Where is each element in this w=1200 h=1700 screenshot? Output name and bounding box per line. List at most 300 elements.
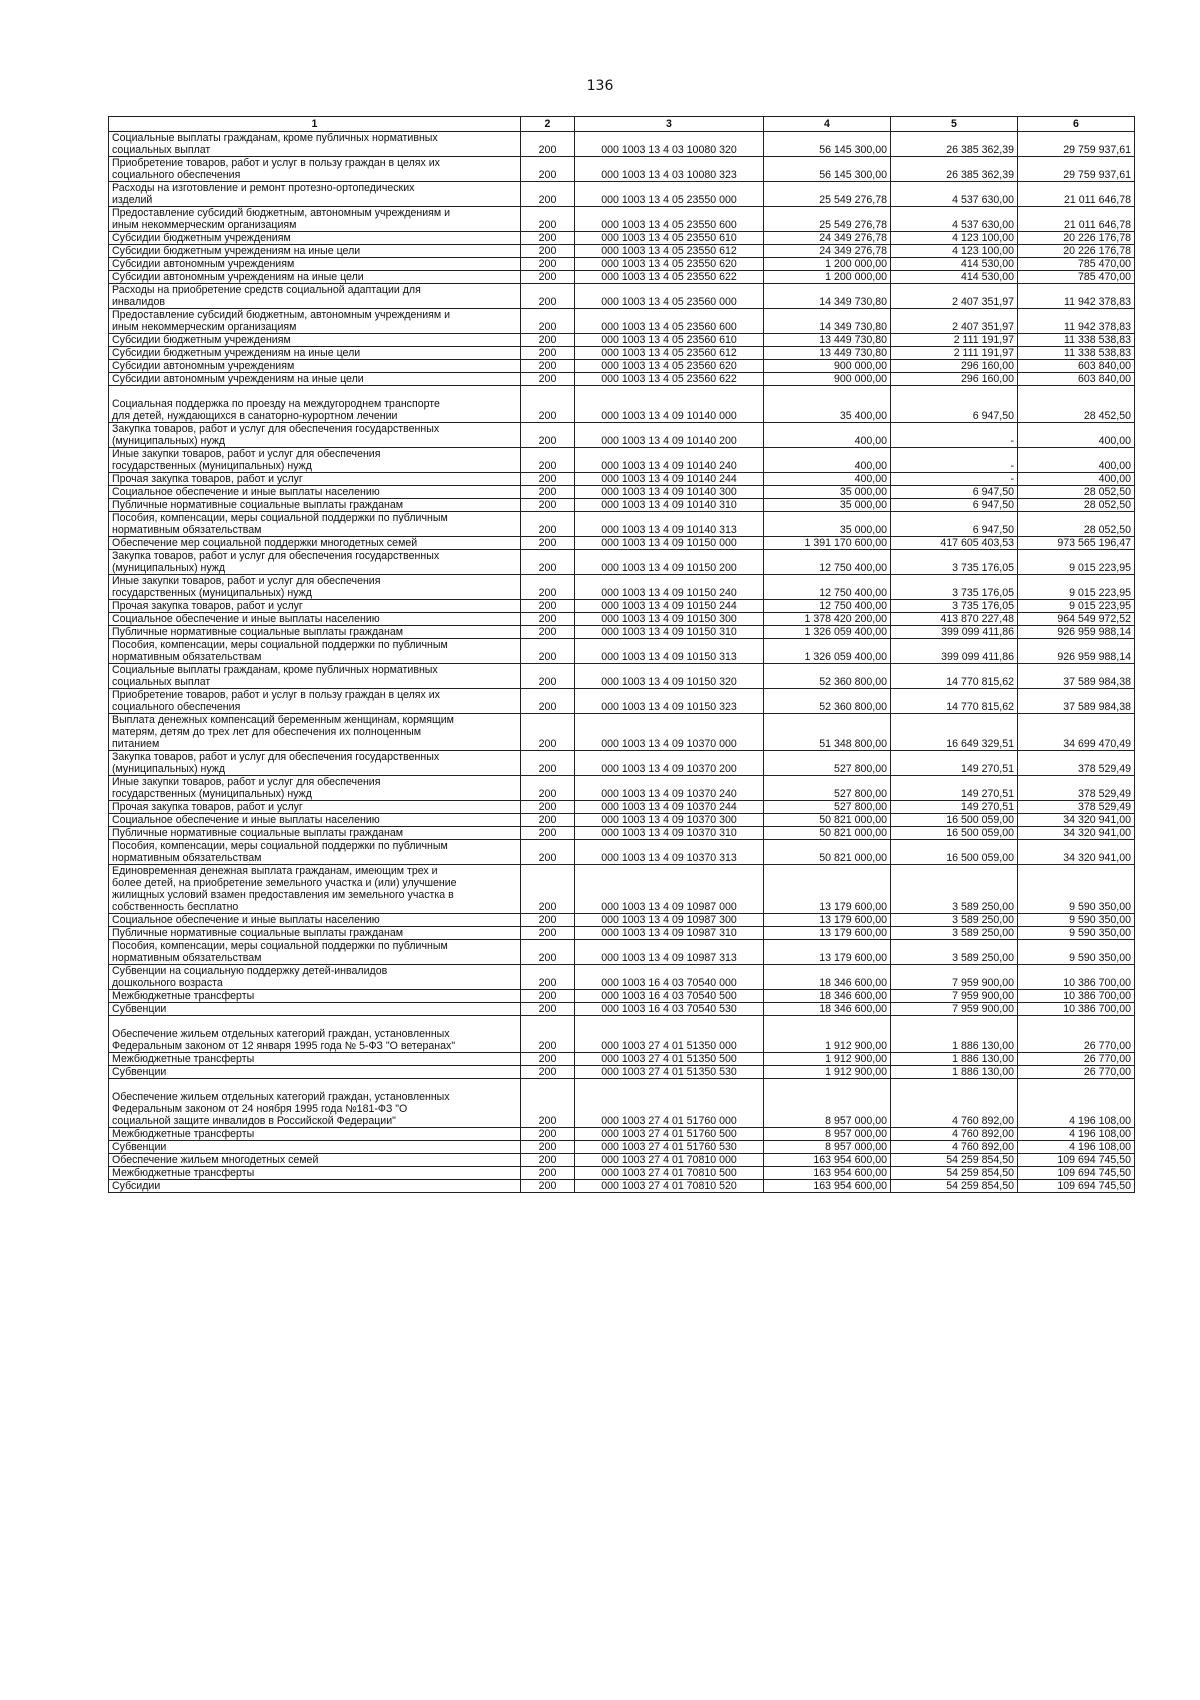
row-line-code: 200 — [521, 801, 575, 814]
row-unexecuted-amount: 9 015 223,95 — [1018, 600, 1135, 613]
row-name: Иные закупки товаров, работ и услуг для обеспечения государственных (муниципальных) нужд — [109, 776, 521, 801]
row-name: Расходы на изготовление и ремонт протезно-ортопедических изделий — [109, 182, 521, 207]
row-name: Субсидии автономным учреждениям на иные цели — [109, 373, 521, 386]
row-approved-amount: 900 000,00 — [764, 360, 891, 373]
table-row — [109, 232, 1135, 245]
row-budget-code: 000 1003 13 4 05 23560 622 — [575, 373, 764, 386]
row-executed-amount: 3 735 176,05 — [891, 600, 1018, 613]
row-budget-code: 000 1003 13 4 05 23550 620 — [575, 258, 764, 271]
row-name: Социальное обеспечение и иные выплаты населению — [109, 914, 521, 927]
table-row — [109, 373, 1135, 386]
row-executed-amount: 149 270,51 — [891, 801, 1018, 814]
row-approved-amount: 14 349 730,80 — [764, 309, 891, 334]
row-line-code: 200 — [521, 613, 575, 626]
row-unexecuted-amount: 11 338 538,83 — [1018, 347, 1135, 360]
row-executed-amount: 3 589 250,00 — [891, 927, 1018, 940]
row-approved-amount: 1 326 059 400,00 — [764, 639, 891, 664]
row-name: Предоставление субсидий бюджетным, автономным учреждениям и иным некоммерческим организациям — [109, 207, 521, 232]
row-line-code: 200 — [521, 990, 575, 1003]
row-name: Социальные выплаты гражданам, кроме публичных нормативных социальных выплат — [109, 664, 521, 689]
row-budget-code: 000 1003 13 4 05 23550 622 — [575, 271, 764, 284]
row-unexecuted-amount: 9 015 223,95 — [1018, 575, 1135, 600]
table-row — [109, 1003, 1135, 1016]
row-budget-code: 000 1003 13 4 05 23550 000 — [575, 182, 764, 207]
row-unexecuted-amount: 109 694 745,50 — [1018, 1167, 1135, 1180]
row-approved-amount: 35 000,00 — [764, 499, 891, 512]
row-name: Прочая закупка товаров, работ и услуг — [109, 801, 521, 814]
table-row — [109, 360, 1135, 373]
row-name: Социальное обеспечение и иные выплаты населению — [109, 814, 521, 827]
row-unexecuted-amount: 20 226 176,78 — [1018, 245, 1135, 258]
row-line-code: 200 — [521, 664, 575, 689]
row-line-code: 200 — [521, 1128, 575, 1141]
row-unexecuted-amount: 28 052,50 — [1018, 499, 1135, 512]
table-row — [109, 776, 1135, 801]
row-executed-amount: 149 270,51 — [891, 751, 1018, 776]
row-unexecuted-amount: 9 590 350,00 — [1018, 914, 1135, 927]
row-unexecuted-amount: 9 015 223,95 — [1018, 550, 1135, 575]
row-budget-code: 000 1003 13 4 09 10140 240 — [575, 448, 764, 473]
row-executed-amount: 6 947,50 — [891, 386, 1018, 423]
row-executed-amount: 399 099 411,86 — [891, 639, 1018, 664]
row-line-code: 200 — [521, 550, 575, 575]
row-unexecuted-amount: 926 959 988,14 — [1018, 626, 1135, 639]
row-unexecuted-amount: 926 959 988,14 — [1018, 639, 1135, 664]
row-name: Субвенции — [109, 1003, 521, 1016]
row-unexecuted-amount: 4 196 108,00 — [1018, 1141, 1135, 1154]
column-header-2: 2 — [521, 117, 575, 132]
table-row — [109, 814, 1135, 827]
row-name: Прочая закупка товаров, работ и услуг — [109, 600, 521, 613]
row-executed-amount: 4 760 892,00 — [891, 1128, 1018, 1141]
row-executed-amount: 54 259 854,50 — [891, 1180, 1018, 1193]
table-row — [109, 473, 1135, 486]
row-budget-code: 000 1003 13 4 05 23550 612 — [575, 245, 764, 258]
column-header-1: 1 — [109, 117, 521, 132]
row-budget-code: 000 1003 13 4 09 10140 310 — [575, 499, 764, 512]
row-executed-amount: 2 407 351,97 — [891, 309, 1018, 334]
row-name: Закупка товаров, работ и услуг для обеспечения государственных (муниципальных) нужд — [109, 550, 521, 575]
row-approved-amount: 14 349 730,80 — [764, 284, 891, 309]
row-executed-amount: - — [891, 423, 1018, 448]
row-budget-code: 000 1003 13 4 09 10987 300 — [575, 914, 764, 927]
table-row — [109, 927, 1135, 940]
row-line-code: 200 — [521, 334, 575, 347]
row-budget-code: 000 1003 27 4 01 51350 530 — [575, 1066, 764, 1079]
row-name: Обеспечение жильем отдельных категорий граждан, установленных Федеральным законом от 12 января 1995 года № 5-ФЗ "О ветеранах" — [109, 1016, 521, 1053]
row-approved-amount: 35 000,00 — [764, 486, 891, 499]
row-name: Публичные нормативные социальные выплаты гражданам — [109, 499, 521, 512]
row-unexecuted-amount: 34 320 941,00 — [1018, 827, 1135, 840]
table-row — [109, 271, 1135, 284]
row-unexecuted-amount: 9 590 350,00 — [1018, 940, 1135, 965]
row-unexecuted-amount: 11 942 378,83 — [1018, 284, 1135, 309]
row-budget-code: 000 1003 13 4 03 10080 320 — [575, 132, 764, 157]
row-approved-amount: 52 360 800,00 — [764, 689, 891, 714]
row-executed-amount: 4 537 630,00 — [891, 207, 1018, 232]
row-line-code: 200 — [521, 914, 575, 927]
table-row — [109, 751, 1135, 776]
table-row — [109, 423, 1135, 448]
row-name: Закупка товаров, работ и услуг для обеспечения государственных (муниципальных) нужд — [109, 751, 521, 776]
row-name: Публичные нормативные социальные выплаты гражданам — [109, 827, 521, 840]
row-unexecuted-amount: 37 589 984,38 — [1018, 664, 1135, 689]
row-name: Субсидии автономным учреждениям — [109, 258, 521, 271]
row-name: Единовременная денежная выплата гражданам, имеющим трех и более детей, на приобретение земельного участка и (или) улучшение жилищных условий взамен предоставления им земельного участка в собственность бесплатно — [109, 865, 521, 914]
row-line-code: 200 — [521, 1141, 575, 1154]
row-line-code: 200 — [521, 271, 575, 284]
row-name: Обеспечение жильем многодетных семей — [109, 1154, 521, 1167]
row-budget-code: 000 1003 27 4 01 51350 000 — [575, 1016, 764, 1053]
row-executed-amount: 6 947,50 — [891, 486, 1018, 499]
table-header-row — [109, 117, 1135, 132]
column-header-3: 3 — [575, 117, 764, 132]
column-header-6: 6 — [1018, 117, 1135, 132]
row-budget-code: 000 1003 13 4 09 10150 320 — [575, 664, 764, 689]
row-name: Субсидии бюджетным учреждениям — [109, 232, 521, 245]
table-row — [109, 1141, 1135, 1154]
row-approved-amount: 13 179 600,00 — [764, 940, 891, 965]
row-budget-code: 000 1003 13 4 05 23560 612 — [575, 347, 764, 360]
row-line-code: 200 — [521, 965, 575, 990]
row-unexecuted-amount: 400,00 — [1018, 448, 1135, 473]
row-line-code: 200 — [521, 1066, 575, 1079]
row-name: Пособия, компенсации, меры социальной поддержки по публичным нормативным обязательствам — [109, 840, 521, 865]
row-executed-amount: 2 111 191,97 — [891, 347, 1018, 360]
row-unexecuted-amount: 26 770,00 — [1018, 1053, 1135, 1066]
row-approved-amount: 12 750 400,00 — [764, 600, 891, 613]
row-approved-amount: 163 954 600,00 — [764, 1167, 891, 1180]
row-unexecuted-amount: 400,00 — [1018, 423, 1135, 448]
row-unexecuted-amount: 28 052,50 — [1018, 486, 1135, 499]
row-name: Межбюджетные трансферты — [109, 1167, 521, 1180]
row-executed-amount: 414 530,00 — [891, 271, 1018, 284]
row-budget-code: 000 1003 27 4 01 51760 530 — [575, 1141, 764, 1154]
row-unexecuted-amount: 29 759 937,61 — [1018, 157, 1135, 182]
row-unexecuted-amount: 964 549 972,52 — [1018, 613, 1135, 626]
table-row — [109, 827, 1135, 840]
row-approved-amount: 527 800,00 — [764, 751, 891, 776]
row-line-code: 200 — [521, 512, 575, 537]
row-approved-amount: 1 378 420 200,00 — [764, 613, 891, 626]
row-unexecuted-amount: 9 590 350,00 — [1018, 865, 1135, 914]
row-approved-amount: 18 346 600,00 — [764, 965, 891, 990]
row-unexecuted-amount: 603 840,00 — [1018, 360, 1135, 373]
row-unexecuted-amount: 4 196 108,00 — [1018, 1128, 1135, 1141]
row-line-code: 200 — [521, 207, 575, 232]
row-executed-amount: 7 959 900,00 — [891, 990, 1018, 1003]
row-name: Межбюджетные трансферты — [109, 1128, 521, 1141]
row-approved-amount: 51 348 800,00 — [764, 714, 891, 751]
row-name: Пособия, компенсации, меры социальной поддержки по публичным нормативным обязательствам — [109, 512, 521, 537]
row-name: Субсидии автономным учреждениям на иные цели — [109, 271, 521, 284]
table-row — [109, 1053, 1135, 1066]
row-budget-code: 000 1003 13 4 09 10150 000 — [575, 537, 764, 550]
table-row — [109, 965, 1135, 990]
table-row — [109, 1066, 1135, 1079]
row-unexecuted-amount: 11 942 378,83 — [1018, 309, 1135, 334]
table-row — [109, 347, 1135, 360]
row-line-code: 200 — [521, 1154, 575, 1167]
row-line-code: 200 — [521, 423, 575, 448]
row-approved-amount: 1 200 000,00 — [764, 258, 891, 271]
row-budget-code: 000 1003 13 4 05 23560 610 — [575, 334, 764, 347]
row-name: Субсидии — [109, 1180, 521, 1193]
row-budget-code: 000 1003 13 4 05 23560 000 — [575, 284, 764, 309]
table-row — [109, 1016, 1135, 1053]
row-unexecuted-amount: 10 386 700,00 — [1018, 965, 1135, 990]
row-unexecuted-amount: 378 529,49 — [1018, 801, 1135, 814]
row-line-code: 200 — [521, 1003, 575, 1016]
row-executed-amount: 16 649 329,51 — [891, 714, 1018, 751]
row-executed-amount: 16 500 059,00 — [891, 840, 1018, 865]
table-row — [109, 1128, 1135, 1141]
row-approved-amount: 163 954 600,00 — [764, 1180, 891, 1193]
row-name: Обеспечение мер социальной поддержки многодетных семей — [109, 537, 521, 550]
row-executed-amount: 3 589 250,00 — [891, 914, 1018, 927]
table-row — [109, 334, 1135, 347]
row-approved-amount: 163 954 600,00 — [764, 1154, 891, 1167]
row-line-code: 200 — [521, 776, 575, 801]
row-name: Иные закупки товаров, работ и услуг для обеспечения государственных (муниципальных) нужд — [109, 575, 521, 600]
row-unexecuted-amount: 109 694 745,50 — [1018, 1180, 1135, 1193]
row-budget-code: 000 1003 13 4 09 10150 313 — [575, 639, 764, 664]
row-approved-amount: 12 750 400,00 — [764, 550, 891, 575]
row-executed-amount: 14 770 815,62 — [891, 664, 1018, 689]
row-budget-code: 000 1003 27 4 01 51350 500 — [575, 1053, 764, 1066]
table-row — [109, 550, 1135, 575]
row-line-code: 200 — [521, 1016, 575, 1053]
row-line-code: 200 — [521, 814, 575, 827]
row-line-code: 200 — [521, 182, 575, 207]
row-executed-amount: 417 605 403,53 — [891, 537, 1018, 550]
row-name: Социальные выплаты гражданам, кроме публичных нормативных социальных выплат — [109, 132, 521, 157]
row-executed-amount: 7 959 900,00 — [891, 1003, 1018, 1016]
row-executed-amount: 54 259 854,50 — [891, 1167, 1018, 1180]
row-budget-code: 000 1003 13 4 05 23550 610 — [575, 232, 764, 245]
row-approved-amount: 13 449 730,80 — [764, 347, 891, 360]
table-row — [109, 284, 1135, 309]
table-row — [109, 245, 1135, 258]
table-row — [109, 1180, 1135, 1193]
table-row — [109, 157, 1135, 182]
row-line-code: 200 — [521, 245, 575, 258]
row-unexecuted-amount: 34 320 941,00 — [1018, 840, 1135, 865]
row-line-code: 200 — [521, 473, 575, 486]
table-row — [109, 914, 1135, 927]
row-approved-amount: 400,00 — [764, 448, 891, 473]
row-name: Выплата денежных компенсаций беременным женщинам, кормящим матерям, детям до трех лет для обеспечения их полноценным питанием — [109, 714, 521, 751]
row-approved-amount: 1 912 900,00 — [764, 1053, 891, 1066]
row-unexecuted-amount: 400,00 — [1018, 473, 1135, 486]
table-row — [109, 448, 1135, 473]
row-budget-code: 000 1003 13 4 09 10140 313 — [575, 512, 764, 537]
row-executed-amount: 399 099 411,86 — [891, 626, 1018, 639]
row-line-code: 200 — [521, 865, 575, 914]
row-approved-amount: 8 957 000,00 — [764, 1079, 891, 1128]
row-name: Пособия, компенсации, меры социальной поддержки по публичным нормативным обязательствам — [109, 639, 521, 664]
row-executed-amount: 16 500 059,00 — [891, 814, 1018, 827]
row-budget-code: 000 1003 27 4 01 51760 500 — [575, 1128, 764, 1141]
table-row — [109, 626, 1135, 639]
row-line-code: 200 — [521, 486, 575, 499]
table-row — [109, 613, 1135, 626]
row-budget-code: 000 1003 27 4 01 70810 520 — [575, 1180, 764, 1193]
row-budget-code: 000 1003 16 4 03 70540 530 — [575, 1003, 764, 1016]
row-budget-code: 000 1003 27 4 01 70810 500 — [575, 1167, 764, 1180]
row-budget-code: 000 1003 13 4 09 10987 000 — [575, 865, 764, 914]
row-line-code: 200 — [521, 157, 575, 182]
row-line-code: 200 — [521, 689, 575, 714]
row-executed-amount: 3 589 250,00 — [891, 865, 1018, 914]
row-executed-amount: 296 160,00 — [891, 360, 1018, 373]
row-executed-amount: 414 530,00 — [891, 258, 1018, 271]
row-line-code: 200 — [521, 840, 575, 865]
row-budget-code: 000 1003 13 4 09 10370 310 — [575, 827, 764, 840]
table-row — [109, 600, 1135, 613]
row-line-code: 200 — [521, 1079, 575, 1128]
row-unexecuted-amount: 26 770,00 — [1018, 1066, 1135, 1079]
row-executed-amount: 26 385 362,39 — [891, 157, 1018, 182]
row-budget-code: 000 1003 13 4 05 23550 600 — [575, 207, 764, 232]
row-name: Предоставление субсидий бюджетным, автономным учреждениям и иным некоммерческим организациям — [109, 309, 521, 334]
row-line-code: 200 — [521, 940, 575, 965]
row-unexecuted-amount: 28 052,50 — [1018, 512, 1135, 537]
row-approved-amount: 13 179 600,00 — [764, 914, 891, 927]
row-approved-amount: 24 349 276,78 — [764, 232, 891, 245]
table-row — [109, 1079, 1135, 1128]
table-row — [109, 639, 1135, 664]
row-executed-amount: 1 886 130,00 — [891, 1066, 1018, 1079]
row-line-code: 200 — [521, 626, 575, 639]
row-name: Социальное обеспечение и иные выплаты населению — [109, 486, 521, 499]
row-approved-amount: 527 800,00 — [764, 801, 891, 814]
row-approved-amount: 1 200 000,00 — [764, 271, 891, 284]
row-budget-code: 000 1003 13 4 09 10150 240 — [575, 575, 764, 600]
row-line-code: 200 — [521, 1167, 575, 1180]
row-name: Закупка товаров, работ и услуг для обеспечения государственных (муниципальных) нужд — [109, 423, 521, 448]
row-budget-code: 000 1003 13 4 05 23560 600 — [575, 309, 764, 334]
row-line-code: 200 — [521, 284, 575, 309]
row-unexecuted-amount: 10 386 700,00 — [1018, 1003, 1135, 1016]
row-approved-amount: 13 179 600,00 — [764, 865, 891, 914]
row-name: Субвенции на социальную поддержку детей-инвалидов дошкольного возраста — [109, 965, 521, 990]
row-budget-code: 000 1003 13 4 09 10370 240 — [575, 776, 764, 801]
row-approved-amount: 50 821 000,00 — [764, 814, 891, 827]
table-row — [109, 714, 1135, 751]
row-approved-amount: 56 145 300,00 — [764, 132, 891, 157]
row-unexecuted-amount: 11 338 538,83 — [1018, 334, 1135, 347]
row-budget-code: 000 1003 13 4 09 10370 000 — [575, 714, 764, 751]
row-budget-code: 000 1003 13 4 09 10150 200 — [575, 550, 764, 575]
table-row — [109, 664, 1135, 689]
row-line-code: 200 — [521, 232, 575, 245]
row-line-code: 200 — [521, 575, 575, 600]
row-line-code: 200 — [521, 448, 575, 473]
row-budget-code: 000 1003 16 4 03 70540 500 — [575, 990, 764, 1003]
row-name: Субсидии автономным учреждениям — [109, 360, 521, 373]
row-line-code: 200 — [521, 386, 575, 423]
table-row — [109, 575, 1135, 600]
row-unexecuted-amount: 29 759 937,61 — [1018, 132, 1135, 157]
row-budget-code: 000 1003 13 4 09 10140 300 — [575, 486, 764, 499]
row-line-code: 200 — [521, 132, 575, 157]
row-line-code: 200 — [521, 927, 575, 940]
row-budget-code: 000 1003 13 4 09 10140 244 — [575, 473, 764, 486]
row-unexecuted-amount: 378 529,49 — [1018, 751, 1135, 776]
row-approved-amount: 25 549 276,78 — [764, 182, 891, 207]
row-executed-amount: 413 870 227,48 — [891, 613, 1018, 626]
row-approved-amount: 24 349 276,78 — [764, 245, 891, 258]
table-row — [109, 309, 1135, 334]
row-line-code: 200 — [521, 347, 575, 360]
column-header-5: 5 — [891, 117, 1018, 132]
table-row — [109, 182, 1135, 207]
row-executed-amount: 2 111 191,97 — [891, 334, 1018, 347]
row-budget-code: 000 1003 13 4 05 23560 620 — [575, 360, 764, 373]
row-approved-amount: 1 912 900,00 — [764, 1066, 891, 1079]
table-row — [109, 1167, 1135, 1180]
row-line-code: 200 — [521, 373, 575, 386]
row-executed-amount: 54 259 854,50 — [891, 1154, 1018, 1167]
row-line-code: 200 — [521, 639, 575, 664]
row-unexecuted-amount: 973 565 196,47 — [1018, 537, 1135, 550]
row-approved-amount: 1 326 059 400,00 — [764, 626, 891, 639]
row-line-code: 200 — [521, 600, 575, 613]
row-budget-code: 000 1003 13 4 09 10370 313 — [575, 840, 764, 865]
row-name: Пособия, компенсации, меры социальной поддержки по публичным нормативным обязательствам — [109, 940, 521, 965]
row-approved-amount: 50 821 000,00 — [764, 840, 891, 865]
row-unexecuted-amount: 37 589 984,38 — [1018, 689, 1135, 714]
row-approved-amount: 900 000,00 — [764, 373, 891, 386]
row-executed-amount: 16 500 059,00 — [891, 827, 1018, 840]
row-approved-amount: 18 346 600,00 — [764, 1003, 891, 1016]
row-name: Публичные нормативные социальные выплаты гражданам — [109, 626, 521, 639]
row-executed-amount: 296 160,00 — [891, 373, 1018, 386]
row-name: Межбюджетные трансферты — [109, 1053, 521, 1066]
row-budget-code: 000 1003 16 4 03 70540 000 — [575, 965, 764, 990]
table-row — [109, 689, 1135, 714]
row-budget-code: 000 1003 13 4 03 10080 323 — [575, 157, 764, 182]
row-budget-code: 000 1003 13 4 09 10140 200 — [575, 423, 764, 448]
row-executed-amount: 1 886 130,00 — [891, 1053, 1018, 1066]
row-approved-amount: 13 179 600,00 — [764, 927, 891, 940]
row-budget-code: 000 1003 13 4 09 10150 244 — [575, 600, 764, 613]
row-executed-amount: - — [891, 448, 1018, 473]
row-unexecuted-amount: 109 694 745,50 — [1018, 1154, 1135, 1167]
row-name: Иные закупки товаров, работ и услуг для обеспечения государственных (муниципальных) нужд — [109, 448, 521, 473]
row-budget-code: 000 1003 13 4 09 10150 323 — [575, 689, 764, 714]
row-line-code: 200 — [521, 309, 575, 334]
row-unexecuted-amount: 603 840,00 — [1018, 373, 1135, 386]
row-name: Публичные нормативные социальные выплаты гражданам — [109, 927, 521, 940]
table-row — [109, 486, 1135, 499]
row-executed-amount: 1 886 130,00 — [891, 1016, 1018, 1053]
row-approved-amount: 8 957 000,00 — [764, 1141, 891, 1154]
row-executed-amount: 6 947,50 — [891, 499, 1018, 512]
table-row — [109, 499, 1135, 512]
row-name: Субвенции — [109, 1066, 521, 1079]
row-approved-amount: 35 000,00 — [764, 512, 891, 537]
row-budget-code: 000 1003 13 4 09 10150 300 — [575, 613, 764, 626]
row-unexecuted-amount: 34 320 941,00 — [1018, 814, 1135, 827]
row-name: Прочая закупка товаров, работ и услуг — [109, 473, 521, 486]
table-row — [109, 1154, 1135, 1167]
row-approved-amount: 400,00 — [764, 473, 891, 486]
table-row — [109, 207, 1135, 232]
column-header-4: 4 — [764, 117, 891, 132]
row-approved-amount: 527 800,00 — [764, 776, 891, 801]
